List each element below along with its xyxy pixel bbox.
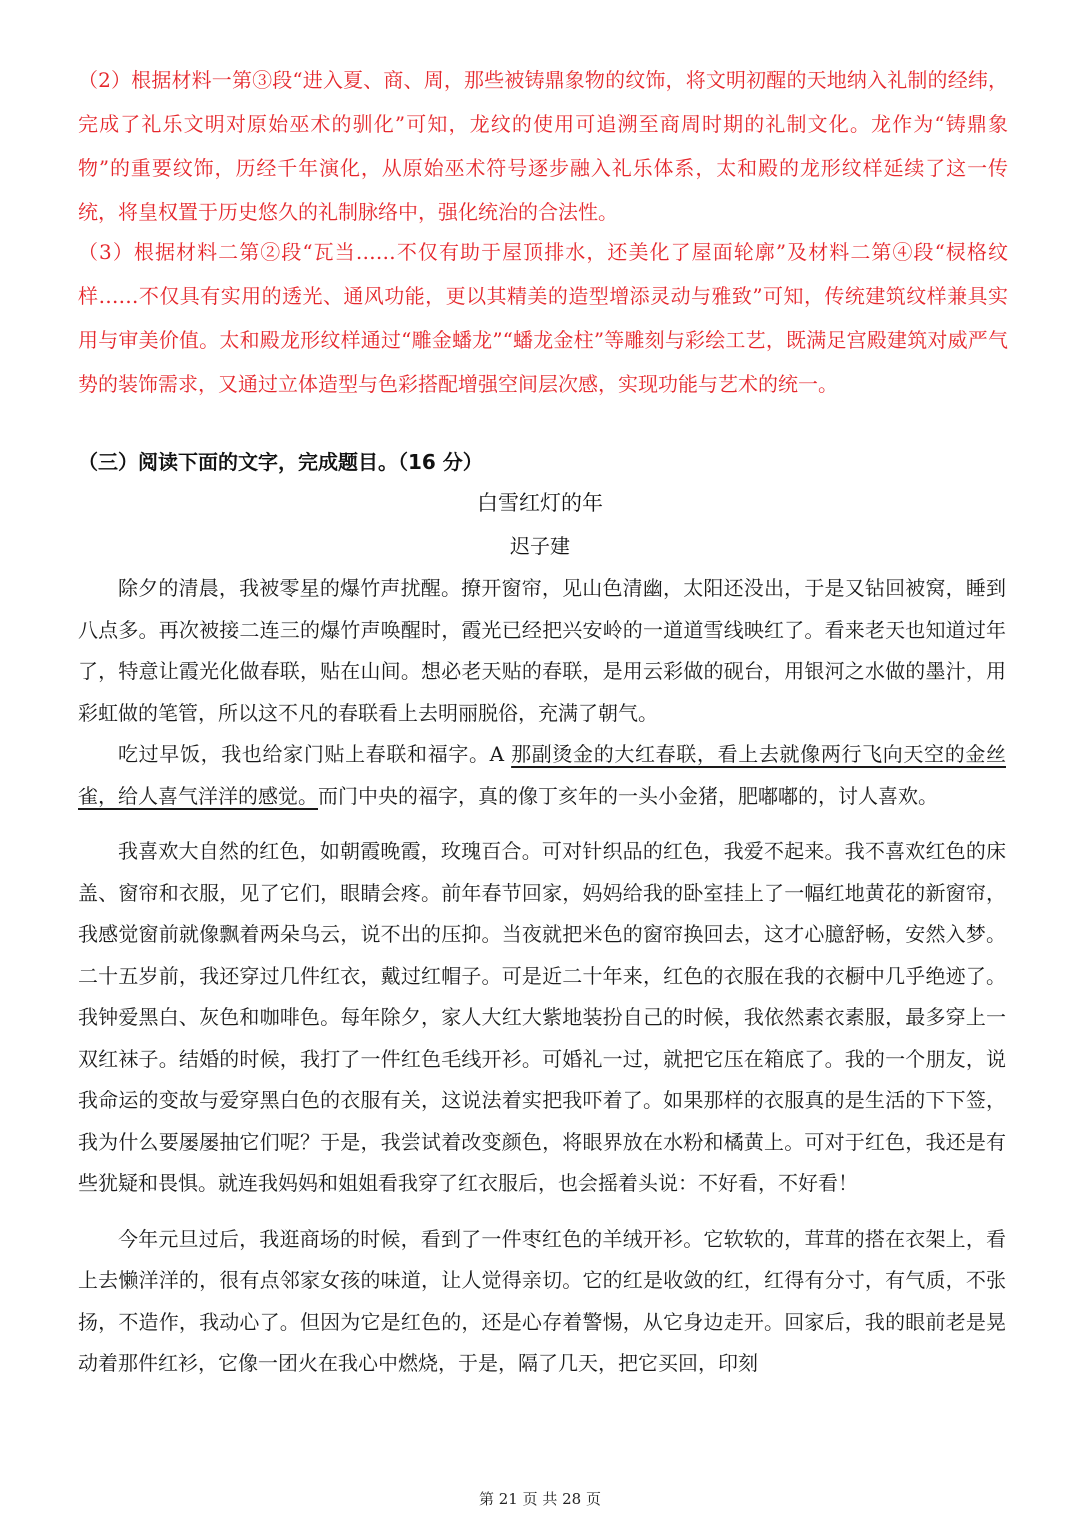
paragraph-3: 我喜欢大自然的红色，如朝霞晚霞，玫瑰百合。可对针织品的红色，我爱不起来。我不喜欢红色的床盖、窗帘和衣服，见了它们，眼睛会疼。前年春节回家，妈妈给我的卧室挂上了一幅红地黄花的新窗帘，我感觉窗前就像飘着两朵乌云，说不出的压抑。当夜就把米色的窗帘换回去，这才心臆舒畅，安然入梦。二十五岁前，我还穿过几件红衣，戴过红帽子。可是近二十年来，红色的衣服在我的衣橱中几乎绝迹了。我钟爱黑白、灰色和咖啡色。每年除夕，家人大红大紫地装扮自己的时候，我依然素衣素服，最多穿上一双红袜子。结婚的时候，我打了一件红色毛线开衫。可婚礼一过，就把它压在箱底了。我的一个朋友，说我命运的变故与爱穿黑白色的衣服有关，这说法着实把我吓着了。如果那样的衣服真的是生活的下下签，我为什么要屡屡抽它们呢？于是，我尝试着改变颜色，将眼界放在水粉和橘黄上。可对于红色，我还是有些犹疑和畏惧。就连我妈妈和姐姐看我穿了红衣服后，也会摇着头说：不好看，不好看！ [78, 839, 1006, 1195]
paragraph-1: 除夕的清晨，我被零星的爆竹声扰醒。撩开窗帘，见山色清幽，太阳还没出，于是又钻回被窝，睡到八点多。再次被接二连三的爆竹声唤醒时，霞光已经把兴安岭的一道道雪线映红了。看来老天也知道过年了，特意让霞光化做春联，贴在山间。想必老天贴的春联，是用云彩做的砚台，用银河之水做的墨汁，用彩虹做的笔管，所以这不凡的春联看上去明丽脱俗，充满了朝气。 [78, 576, 1006, 725]
passage-author: 迟子建 [510, 534, 570, 558]
passage-title: 白雪红灯的年 [477, 491, 603, 515]
answer-item-2 [78, 58, 1008, 234]
answer-item-2-text: （2）根据材料一第③段“进入夏、商、周，那些被铸鼎象物的纹饰，将文明初醒的天地纳入礼制的经纬，完成了礼乐文明对原始巫术的驯化”可知，龙纹的使用可追溯至商周时期的礼制文化。龙作为“铸鼎象物”的重要纹饰，历经千年演化，从原始巫术符号逐步融入礼乐体系，太和殿的龙形纹样延续了这一传统，将皇权置于历史悠久的礼制脉络中，强化统治的合法性。 [78, 68, 1008, 224]
answer-item-3 [78, 230, 1008, 406]
paragraph-2-tail: 而门中央的福字，真的像丁亥年的一头小金猪，肥嘟嘟的，讨人喜欢。 [318, 783, 938, 808]
answer-item-3-text: （3）根据材料二第②段“瓦当……不仅有助于屋顶排水，还美化了屋面轮廓”及材料二第④段“棂格纹样……不仅具有实用的透光、通风功能，更以其精美的造型增添灵动与雅致”可知，传统建筑纹样兼具实用与审美价值。太和殿龙形纹样通过“雕金蟠龙”“蟠龙金柱”等雕刻与彩绘工艺，既满足宫殿建筑对威严气势的装饰需求，又通过立体造型与色彩搭配增强空间层次感，实现功能与艺术的统一。 [78, 240, 1008, 396]
passage-body [78, 568, 1006, 1385]
paragraph-2-lead: 吃过早饭，我也给家门贴上春联和福字。A [118, 742, 512, 766]
paragraph-2 [78, 734, 1006, 817]
page-number-footer: 第 21 页 共 28 页 [478, 1490, 601, 1508]
underlined-sentence-a: 那副烫金的大红春联，看上去就像两行飞向天空的金丝雀，给人喜气洋洋的感觉。 [78, 742, 1006, 808]
section-heading: （三）阅读下面的文字，完成题目。（16 分） [78, 450, 483, 474]
paragraph-4: 今年元旦过后，我逛商场的时候，看到了一件枣红色的羊绒开衫。它软软的，茸茸的搭在衣架上，看上去懒洋洋的，很有点邻家女孩的味道，让人觉得亲切。它的红是收敛的红，红得有分寸，有气质，不张扬，不造作，我动心了。但因为它是红色的，还是心存着警惕，从它身边走开。回家后，我的眼前老是晃动着那件红衫，它像一团火在我心中燃烧，于是，隔了几天，把它买回，印刻 [78, 1226, 1006, 1375]
